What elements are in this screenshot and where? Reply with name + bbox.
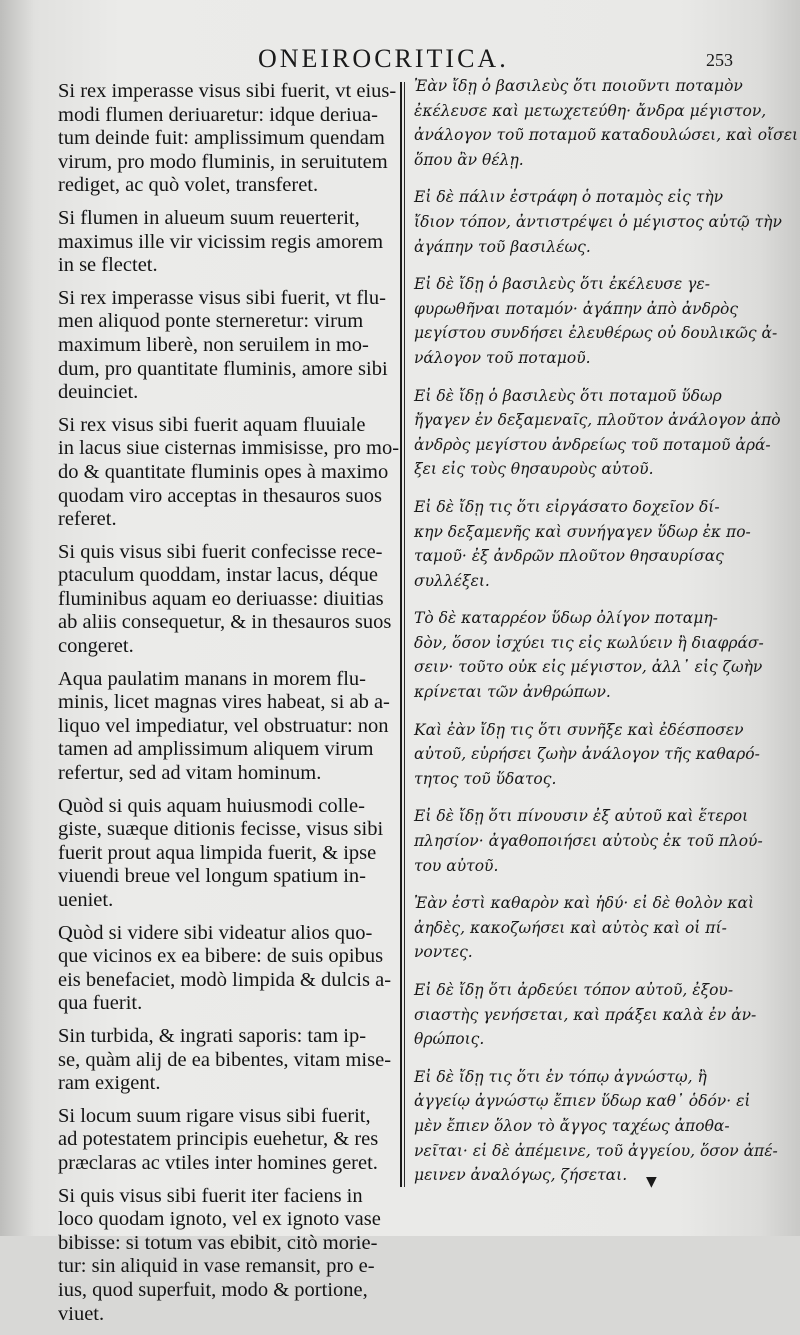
- greek-line: Εἰ δὲ ἴδῃ ὅτι πίνουσιν ἐξ αὐτοῦ καὶ ἕτεροι: [414, 807, 749, 826]
- greek-line: κην δεξαμενῆς καὶ συνήγαγεν ὕδωρ ἐκ πο-: [414, 522, 751, 541]
- latin-line: rediget, ac quò volet, transferet.: [58, 174, 319, 197]
- latin-line: Si locum suum rigare visus sibi fuerit,: [58, 1104, 371, 1127]
- latin-line: deuinciet.: [58, 381, 139, 404]
- greek-line: ἴδιον τόπον, ἀντιστρέψει ὁ μέγιστος αὐτῷ τὴν: [414, 212, 782, 231]
- latin-paragraph: [58, 795, 396, 913]
- latin-line: ab aliis consequetur, & in thesauros suos: [58, 611, 392, 634]
- latin-line: qua fuerit.: [58, 992, 143, 1015]
- greek-line: θρώποις.: [414, 1030, 485, 1049]
- latin-paragraph: [58, 207, 396, 278]
- greek-paragraph: [414, 1065, 778, 1188]
- latin-line: viuet.: [58, 1302, 105, 1325]
- latin-paragraph: [58, 1105, 396, 1176]
- greek-line: Εἰ δὲ ἴδῃ τις ὅτι ἐν τόπῳ ἀγνώστῳ, ἢ: [414, 1067, 707, 1086]
- latin-line: ueniet.: [58, 889, 114, 911]
- greek-line: ὅπου ἂν θέλῃ.: [414, 150, 524, 169]
- greek-paragraph: [414, 978, 757, 1052]
- greek-line: ἀνδρὸς μεγίστου ἀνδρείως τοῦ ποταμοῦ ἀρά-: [414, 435, 771, 454]
- greek-line: ἀγάπην τοῦ βασιλέως.: [414, 237, 591, 256]
- greek-paragraph: [414, 495, 751, 593]
- latin-line: tamen ad amplissimum aliquem virum: [58, 738, 374, 761]
- latin-line: in se flectet.: [58, 254, 158, 277]
- greek-paragraph: [414, 891, 755, 965]
- catch-mark-icon: ▼: [646, 1174, 657, 1190]
- latin-line: congeret.: [58, 635, 134, 658]
- latin-line: bibisse: si totum vas ebibit, citò morie-: [58, 1231, 378, 1254]
- latin-line: fuerit prout aqua limpida fuerit, & ipse: [58, 841, 377, 864]
- greek-line: μὲν ἔπιεν ὅλον τὸ ἄγγος ταχέως ἀποθα-: [414, 1116, 730, 1135]
- latin-line: giste, suæque ditionis fecisse, visus sibi: [58, 818, 384, 841]
- latin-line: quodam viro acceptas in thesauros suos: [58, 484, 382, 507]
- latin-line: ram exigent.: [58, 1072, 161, 1095]
- column-rule: [400, 82, 402, 1187]
- greek-line: σιαστὴς γενήσεται, καὶ πράξει καλὰ ἐν ἀν-: [414, 1005, 757, 1024]
- latin-line: dum, pro quantitate fluminis, amore sibi: [58, 357, 388, 380]
- greek-line: πλησίον· ἀγαθοποιήσει αὐτοὺς ἐκ τοῦ πλού-: [414, 832, 763, 851]
- latin-line: Sin turbida, & ingrati saporis: tam ip-: [58, 1024, 367, 1047]
- greek-line: Ἐὰν ἴδῃ ὁ βασιλεὺς ὅτι ποιοῦντι ποταμὸν: [414, 77, 743, 95]
- latin-line: modi flumen deriuaretur: idque deriua-: [58, 103, 378, 126]
- greek-paragraph: [414, 606, 764, 704]
- latin-line: ad potestatem principis euehetur, & res: [58, 1128, 379, 1151]
- greek-line: συλλέξει.: [414, 571, 490, 590]
- greek-line: ἐκέλευσε καὶ μετωχετεύθη· ἄνδρα μέγιστον,: [414, 101, 767, 120]
- greek-line: αὐτοῦ, εὑρήσει ζωὴν ἀνάλογον τῆς καθαρό-: [414, 745, 760, 764]
- latin-line: eis benefaciet, modò limpida & dulcis a-: [58, 968, 392, 991]
- greek-line: του αὐτοῦ.: [414, 856, 499, 875]
- greek-line: Εἰ δὲ ἴδῃ ὁ βασιλεὺς ὅτι ἐκέλευσε γε-: [414, 275, 710, 294]
- latin-line: in lacus siue cisternas immisisse, pro mo-: [58, 437, 400, 460]
- greek-line: νάλογον τοῦ ποταμοῦ.: [414, 348, 591, 367]
- greek-paragraph: [414, 718, 760, 792]
- latin-line: Quòd si quis aquam huiusmodi colle-: [58, 794, 365, 817]
- latin-line: ius, quod superfuit, modo & portione,: [58, 1278, 368, 1301]
- greek-column: [414, 74, 799, 1201]
- latin-line: virum, pro modo fluminis, in seruitutem: [58, 150, 388, 173]
- latin-line: minis, licet magnas vires habeat, si ab a-: [58, 691, 390, 714]
- greek-paragraph: [414, 185, 782, 259]
- greek-line: ταμοῦ· ἐξ ἀνδρῶν πλοῦτον θησαυρίσας: [414, 547, 724, 566]
- greek-line: μεινεν ἀναλόγως, ζήσεται.: [414, 1166, 628, 1185]
- column-rule-inner: [404, 82, 405, 1187]
- latin-line: præclaras ac vtiles inter homines geret.: [58, 1151, 378, 1174]
- latin-paragraph: [58, 413, 400, 532]
- greek-line: Τὸ δὲ καταρρέον ὕδωρ ὀλίγον ποταμη-: [414, 609, 718, 628]
- latin-line: Si quis visus sibi fuerit iter faciens in: [58, 1184, 363, 1207]
- latin-line: viuendi breue vel longum spatium in-: [58, 865, 367, 888]
- greek-line: νεῖται· εἰ δὲ ἀπέμεινε, τοῦ ἀγγείου, ὅσον ἀπέ-: [414, 1141, 778, 1160]
- latin-paragraph: [58, 541, 396, 659]
- latin-line: maximum liberè, non seruilem in mo-: [58, 333, 369, 356]
- latin-line: referet.: [58, 508, 117, 531]
- latin-paragraph: [58, 287, 396, 405]
- latin-column: [58, 80, 400, 1335]
- latin-line: tur: sin aliquid in vase remansit, pro e-: [58, 1255, 375, 1278]
- greek-line: φυρωθῆναι ποταμόν· ἀγάπην ἀπὸ ἀνδρὸς: [414, 299, 739, 318]
- greek-line: Ἐὰν ἐστὶ καθαρὸν καὶ ἡδύ· εἰ δὲ θολὸν καὶ: [414, 894, 755, 913]
- latin-line: loco quodam ignoto, vel ex ignoto vase: [58, 1208, 381, 1231]
- latin-line: Si quis visus sibi fuerit confecisse rece-: [58, 540, 383, 563]
- greek-line: ἀγγείῳ ἀγνώστῳ ἔπιεν ὕδωρ καθ᾽ ὁδόν· εἰ: [414, 1092, 751, 1111]
- greek-line: νοντες.: [414, 943, 473, 962]
- greek-line: ξει εἰς τοὺς θησαυροὺς αὐτοῦ.: [414, 460, 654, 479]
- latin-line: que vicinos ex ea bibere: de suis opibus: [58, 945, 384, 968]
- greek-paragraph: [414, 804, 763, 878]
- greek-paragraph: [414, 74, 799, 172]
- latin-line: men aliquod ponte sterneretur: virum: [58, 310, 364, 333]
- latin-line: Quòd si videre sibi videatur alios quo-: [58, 921, 373, 944]
- greek-line: κρίνεται τῶν ἀνθρώπων.: [414, 683, 611, 702]
- latin-line: liquo vel impediatur, vel obstruatur: non: [58, 714, 389, 737]
- greek-line: Εἰ δὲ ἴδῃ τις ὅτι εἰργάσατο δοχεῖον δί-: [414, 497, 720, 516]
- greek-line: σειν· τοῦτο οὐκ εἰς μέγιστον, ἀλλ᾽ εἰς ζωὴν: [414, 658, 763, 677]
- latin-line: Si rex imperasse visus sibi fuerit, vt eius-: [58, 80, 397, 102]
- latin-line: Si rex imperasse visus sibi fuerit, vt flu-: [58, 286, 386, 309]
- latin-line: maximus ille vir vicissim regis amorem: [58, 230, 384, 253]
- latin-line: do & quantitate fluminis opes à maximo: [58, 460, 389, 483]
- greek-line: ἀηδὲς, κακοζωήσει καὶ αὐτὸς καὶ οἱ πί-: [414, 918, 727, 937]
- page-number: 253: [706, 50, 733, 70]
- latin-line: refertur, sed ad vitam hominum.: [58, 762, 322, 785]
- greek-line: ἤγαγεν ἐν δεξαμεναῖς, πλοῦτον ἀνάλογον ἀπὸ: [414, 411, 781, 430]
- greek-line: Εἰ δὲ ἴδῃ ὅτι ἀρδεύει τόπον αὐτοῦ, ἐξου-: [414, 981, 734, 999]
- running-title: ONEIROCRITICA.: [258, 44, 509, 73]
- greek-line: μεγίστου συνδήσει ἐλευθέρως οὐ δουλικῶς ἀ-: [414, 324, 778, 343]
- greek-line: τητος τοῦ ὕδατος.: [414, 769, 557, 788]
- greek-line: δὸν, ὅσον ἰσχύει τις εἰς κωλύειν ἢ διαφράσ-: [414, 633, 764, 652]
- latin-paragraph: [58, 668, 396, 786]
- latin-line: ptaculum quoddam, instar lacus, déque: [58, 564, 378, 587]
- latin-paragraph: [58, 1025, 396, 1096]
- latin-line: Aqua paulatim manans in morem flu-: [58, 667, 366, 690]
- latin-line: se, quàm alij de ea bibentes, vitam mise-: [58, 1048, 392, 1071]
- greek-paragraph: [414, 384, 781, 482]
- greek-line: Εἰ δὲ ἴδῃ ὁ βασιλεὺς ὅτι ποταμοῦ ὕδωρ: [414, 386, 722, 405]
- greek-line: Εἰ δὲ πάλιν ἐστράφη ὁ ποταμὸς εἰς τὴν: [414, 188, 724, 207]
- latin-line: fluminibus aquam eo deriuasse: diuitias: [58, 587, 384, 610]
- greek-line: Καὶ ἐὰν ἴδῃ τις ὅτι συνῆξε καὶ ἐδέσποσεν: [414, 720, 744, 739]
- latin-line: tum deinde fuit: amplissimum quendam: [58, 127, 385, 150]
- greek-paragraph: [414, 272, 778, 370]
- latin-line: Si flumen in alueum suum reuerterit,: [58, 206, 360, 229]
- latin-paragraph: [58, 1185, 396, 1327]
- greek-line: ἀνάλογον τοῦ ποταμοῦ καταδουλώσει, καὶ οἴσει: [414, 126, 799, 145]
- latin-paragraph: [58, 80, 396, 198]
- latin-line: Si rex visus sibi fuerit aquam fluuiale: [58, 413, 366, 436]
- latin-paragraph: [58, 922, 396, 1016]
